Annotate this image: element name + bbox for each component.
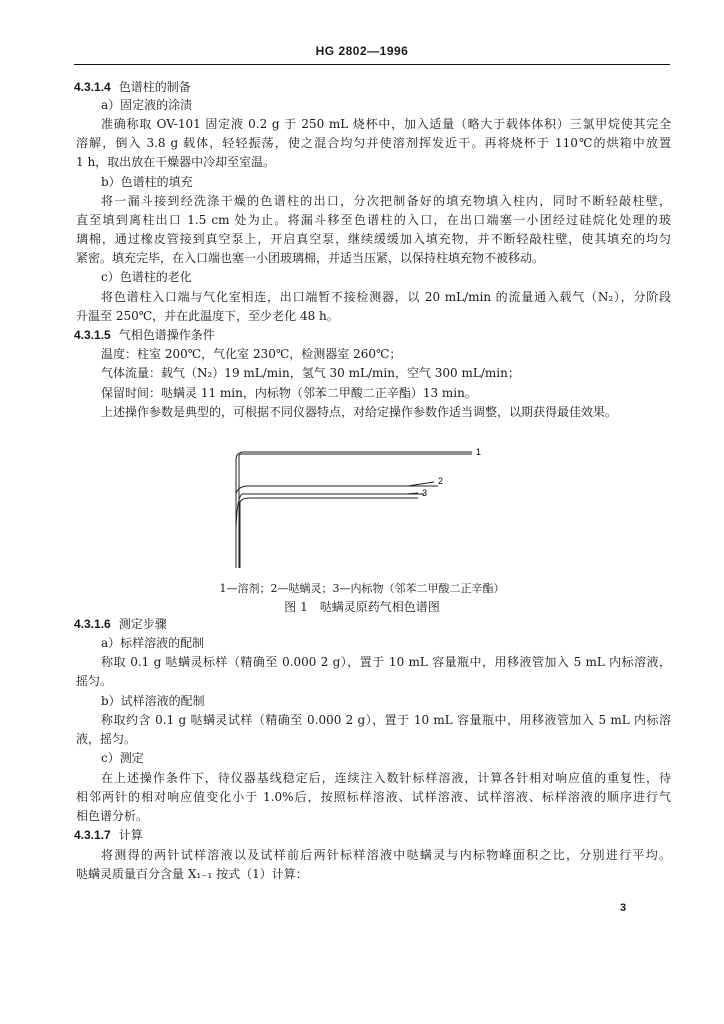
subheading-coating: a）固定液的涂渍: [101, 98, 193, 112]
paragraph-line: 紧密。填充完毕，在入口端也塞一小团玻璃棉，并适当压紧，以保持柱填充物不被移动。: [76, 251, 545, 265]
paragraph-line: 在上述操作条件下，待仪器基线稳定后，连续注入数针标样溶液，计算各针相对响应值的重复性，待: [101, 771, 671, 785]
peak-label-3: 3: [422, 488, 428, 498]
paragraph-line: 温度：柱室 200℃，气化室 230℃，检测器室 260℃；: [101, 347, 402, 361]
figure-title: 图 1 哒螨灵原药气相色谱图: [284, 600, 440, 614]
section-number: 4.3.1.7: [74, 828, 111, 842]
paragraph-line: 准确称取 OV-101 固定液 0.2 g 于 250 mL 烧杯中，加入适量（略大于载体体积）三氯甲烷使其完全: [101, 117, 671, 131]
section-title: 测定步骤: [118, 617, 167, 631]
subheading-aging: c）色谱柱的老化: [101, 270, 192, 284]
paragraph-line: 液，摇匀。: [76, 732, 137, 746]
paragraph-line: 将一漏斗接到经洗涤干燥的色谱柱的出口，分次把制备好的填充物填入柱内，同时不断轻敲柱壁，: [101, 194, 671, 208]
paragraph-line: 璃棉，通过橡皮管接到真空泵上，开启真空泵，继续缓缓加入填充物，并不断轻敲柱壁，使其填充的均匀: [76, 232, 671, 246]
paragraph-line: 将色谱柱入口端与气化室相连，出口端暂不接检测器，以 20 mL/min 的流量通入载气（N₂），分阶段: [101, 290, 671, 304]
paragraph-line: 称取约含 0.1 g 哒螨灵试样（精确至 0.000 2 g），置于 10 mL 容量瓶中，用移液管加入 5 mL 内标溶: [101, 713, 671, 727]
peak-label-1: 1: [476, 447, 482, 457]
paragraph-line: 上述操作参数是典型的，可根据不同仪器特点，对给定操作参数作适当调整，以期获得最佳效果。: [101, 405, 618, 419]
paragraph-line: 将测得的两针试样溶液以及试样前后两针标样溶液中哒螨灵与内标物峰面积之比，分别进行平均。: [101, 848, 671, 862]
paragraph-line: 相邻两针的相对响应值变化小于 1.0%后，按照标样溶液、试样溶液、试样溶液、标样溶液的顺序进行气: [76, 790, 671, 804]
paragraph-line: 直至填到离柱出口 1.5 cm 处为止。将漏斗移至色谱柱的入口，在出口端塞一小团经过硅烷化处理的玻: [76, 213, 671, 227]
chromatogram-figure: [228, 438, 488, 574]
figure-legend: 1—溶剂；2—哒螨灵；3—内标物（邻苯二甲酸二正辛酯）: [219, 582, 505, 595]
standard-code-header: HG 2802—1996: [315, 44, 409, 58]
baseline-trace: [240, 498, 418, 568]
header-rule: [74, 64, 670, 65]
paragraph-line: 相色谱分析。: [76, 809, 149, 823]
paragraph-line: 哒螨灵质量百分含量 X₁₋₁ 按式（1）计算：: [76, 867, 308, 881]
paragraph-line: 气体流量：载气（N₂）19 mL/min，氢气 30 mL/min，空气 300 mL/min；: [101, 366, 520, 380]
peak-label-2: 2: [438, 476, 444, 486]
section-title: 色谱柱的制备: [118, 80, 191, 94]
internal-standard-trace: [236, 494, 424, 528]
section-heading-4-3-1-5: [74, 328, 215, 342]
section-title: 气相色谱操作条件: [118, 328, 215, 342]
paragraph-line: 1 h，取出放在干燥器中冷却至室温。: [76, 155, 276, 169]
paragraph-line: 称取 0.1 g 哒螨灵标样（精确至 0.000 2 g），置于 10 mL 容量瓶中，用移液管加入 5 mL 内标溶液，: [101, 655, 671, 669]
solvent-peak-trace-inner: [239, 454, 472, 568]
section-heading-4-3-1-7: [74, 828, 143, 842]
subheading-standard-solution: a）标样溶液的配制: [101, 636, 205, 650]
section-heading-4-3-1-6: [74, 617, 167, 631]
section-number: 4.3.1.6: [74, 617, 111, 631]
paragraph-line: 溶解，倒入 3.8 g 载体，轻轻振荡，使之混合均匀并使溶剂挥发近干。再将烧杯于 110℃的烘箱中放置: [76, 136, 671, 150]
paragraph-line: 保留时间：哒螨灵 11 min，内标物（邻苯二甲酸二正辛酯）13 min。: [101, 386, 477, 400]
paragraph-line: 升温至 250℃，并在此温度下，至少老化 48 h。: [76, 309, 339, 323]
section-title: 计算: [118, 828, 143, 842]
subheading-sample-solution: b）试样溶液的配制: [101, 694, 205, 708]
section-heading-4-3-1-4: [74, 80, 191, 94]
subheading-packing: b）色谱柱的填充: [101, 175, 193, 189]
paragraph-line: 摇匀。: [76, 674, 113, 688]
section-number: 4.3.1.5: [74, 328, 111, 342]
section-number: 4.3.1.4: [74, 80, 111, 94]
pyridaben-peak-trace: [236, 486, 438, 494]
page-number: 3: [620, 902, 627, 914]
solvent-peak-trace: [236, 452, 472, 568]
subheading-determination: c）测定: [101, 751, 144, 765]
label-leader-2: [408, 482, 434, 486]
